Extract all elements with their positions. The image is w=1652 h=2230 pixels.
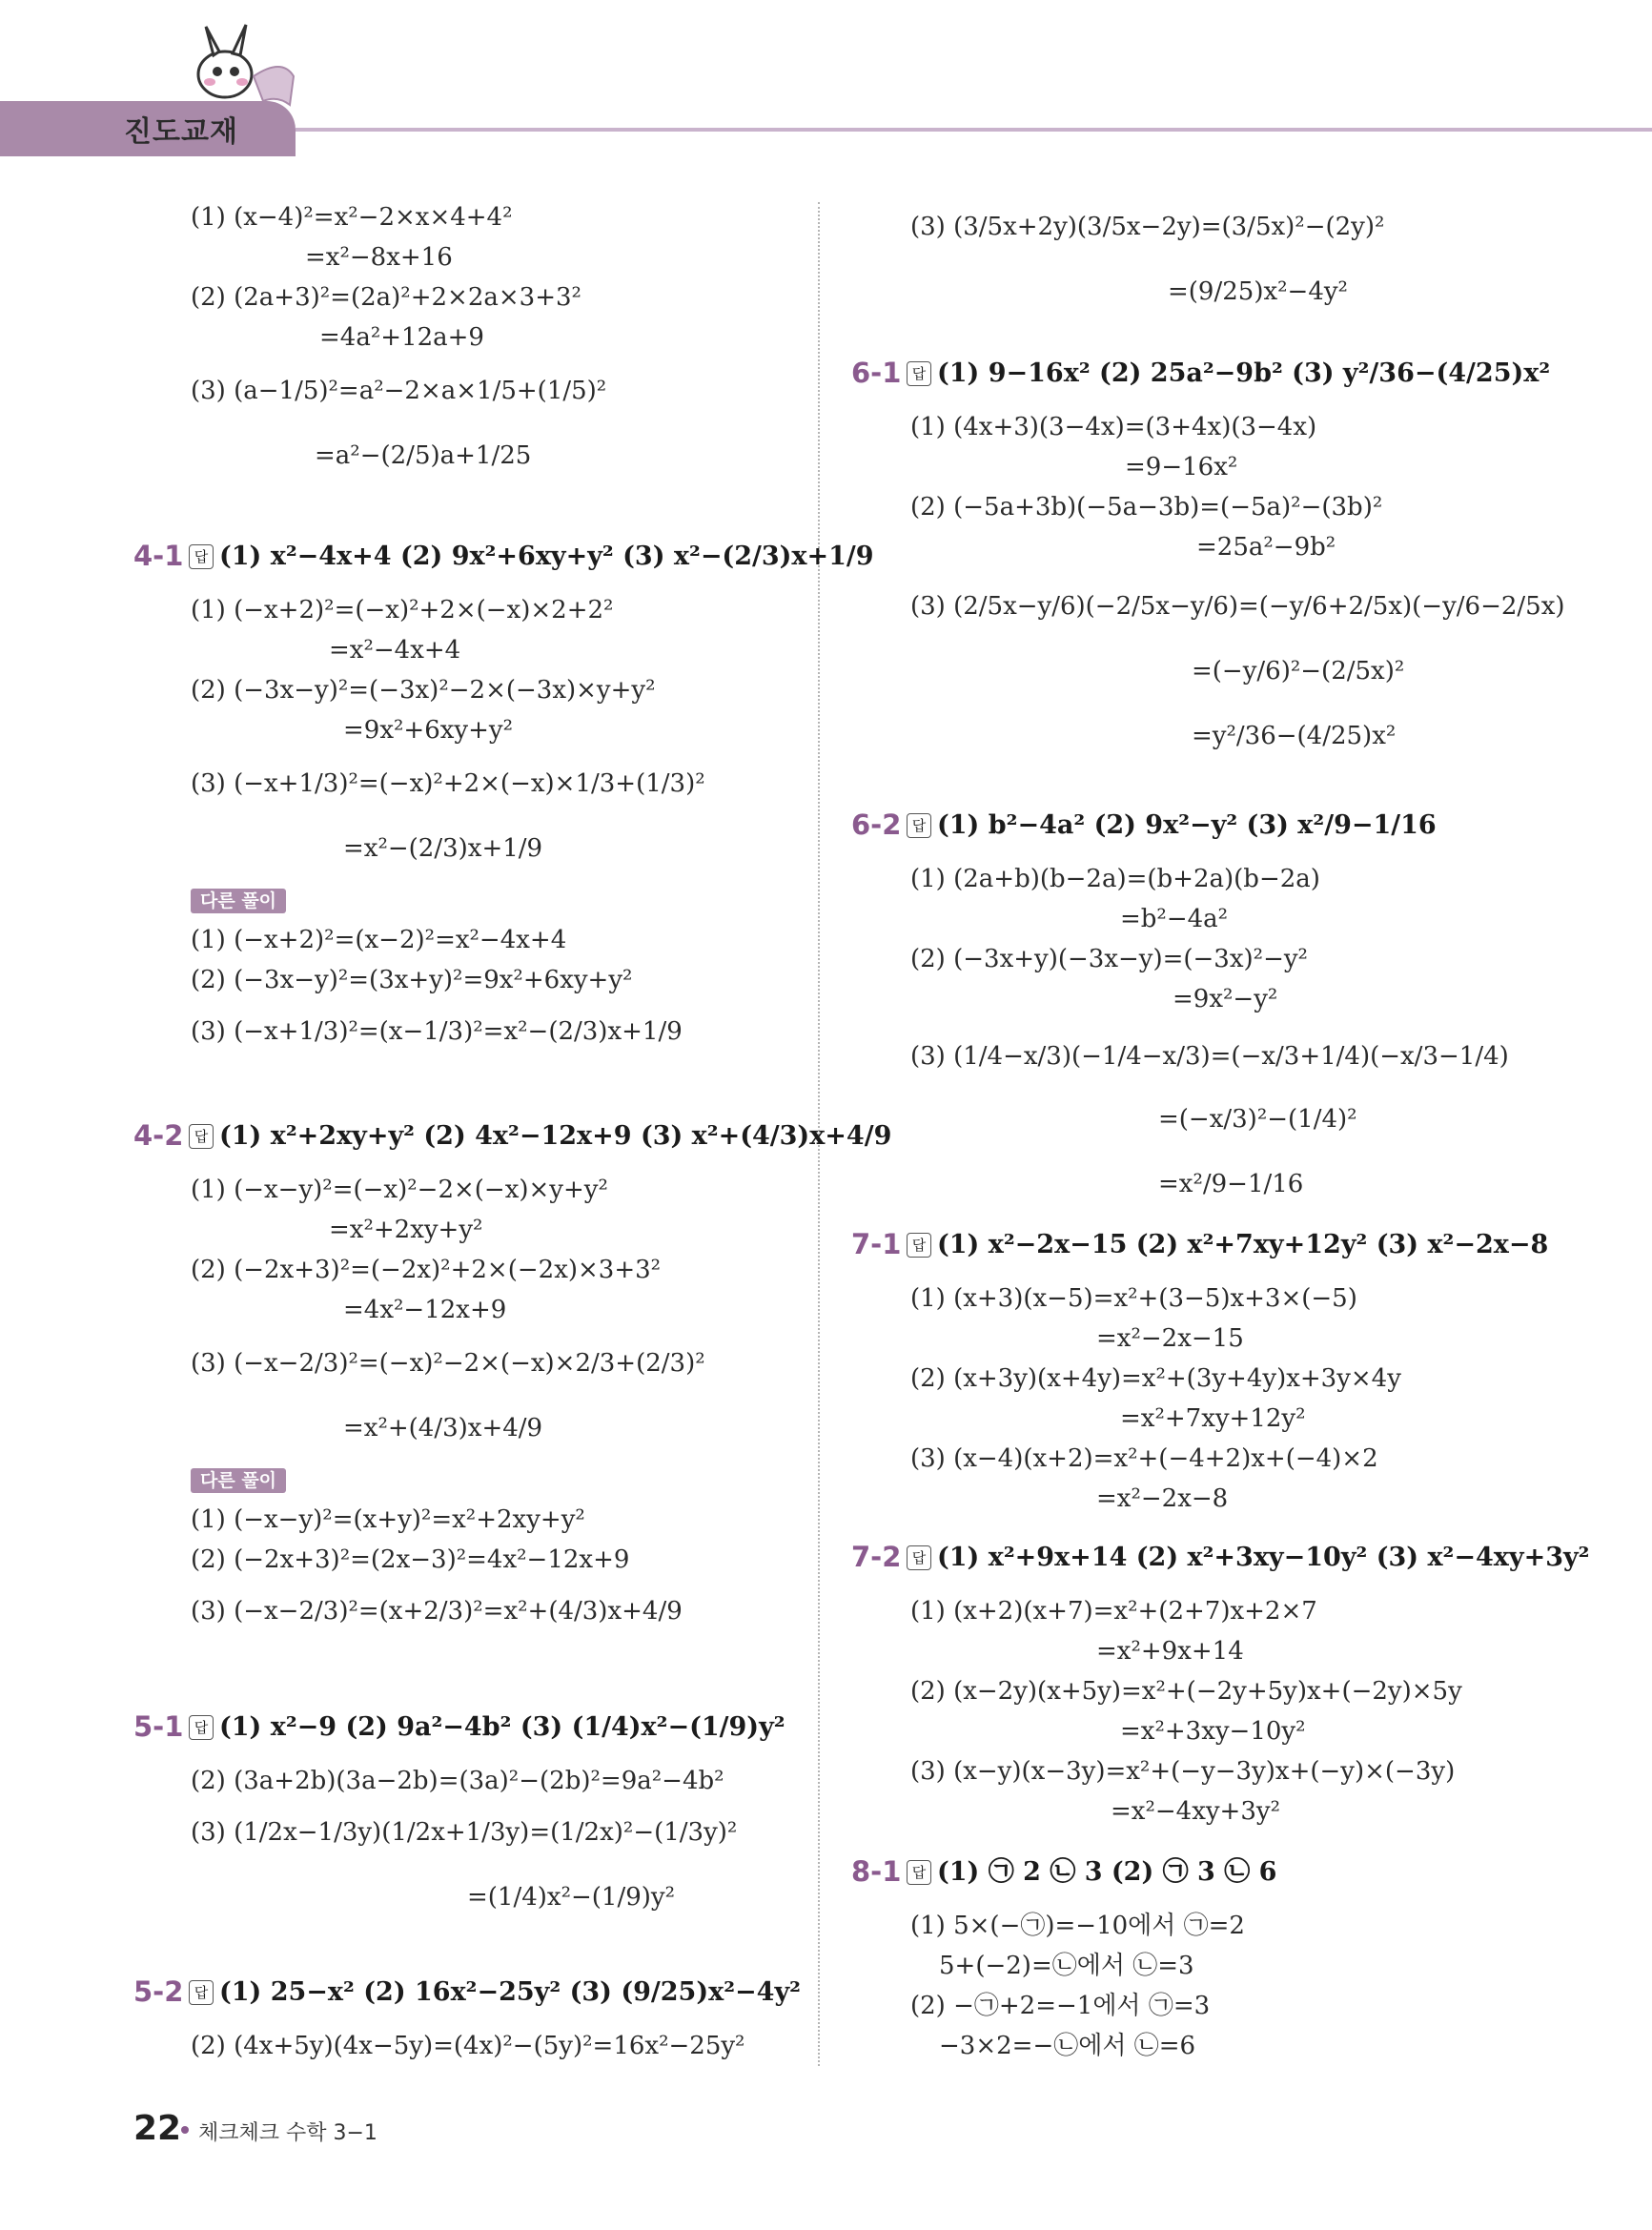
answer-line xyxy=(907,810,1437,841)
solution-line: =(9/25)x²−4y² xyxy=(1168,277,1348,306)
solution-line: (3) (2/5x−y/6)(−2/5x−y/6)=(−y/6+2/5x)(−y/6−2/5x) xyxy=(910,592,1565,621)
answer-mark-icon: 답 xyxy=(189,1715,214,1740)
solution-line: =9x²+6xy+y² xyxy=(343,716,513,745)
answer-mark-icon: 답 xyxy=(907,361,931,386)
answer-line xyxy=(189,1712,785,1743)
problem-number: 6-2 xyxy=(851,808,902,841)
solution-line: (1) (−x−y)²=(−x)²−2×(−x)×y+y² xyxy=(191,1176,608,1204)
answer-line xyxy=(907,358,1550,389)
problem-number: 8-1 xyxy=(851,1855,902,1888)
solution-line: =25a²−9b² xyxy=(1196,533,1336,562)
solution-line: (2) (−3x−y)²=(−3x)²−2×(−3x)×y+y² xyxy=(191,676,656,705)
solution-line: =x²−4x+4 xyxy=(329,636,461,665)
problem-number: 7-2 xyxy=(851,1541,902,1573)
answer-text: (1) 9−16x² (2) 25a²−9b² (3) y²/36−(4/25)x² xyxy=(937,358,1551,388)
solution-line: (1) (−x+2)²=(−x)²+2×(−x)×2+2² xyxy=(191,596,614,624)
answer-line xyxy=(907,1230,1548,1260)
solution-line: (1) 5×(−㉠)=−10에서 ㉠=2 xyxy=(910,1912,1245,1940)
solution-line: (3) (−x+1/3)²=(x−1/3)²=x²−(2/3)x+1/9 xyxy=(191,1017,683,1046)
solution-line: (1) (x−4)²=x²−2×x×4+4² xyxy=(191,203,513,232)
answer-line xyxy=(189,1977,801,2008)
solution-line: (3) (−x−2/3)²=(x+2/3)²=x²+(4/3)x+4/9 xyxy=(191,1597,683,1626)
answer-line xyxy=(189,542,874,572)
solution-line: =9x²−y² xyxy=(1173,985,1278,1013)
answer-text: (1) x²+2xy+y² (2) 4x²−12x+9 (3) x²+(4/3)x+4/9 xyxy=(219,1121,892,1151)
solution-line: (3) (−x−2/3)²=(−x)²−2×(−x)×2/3+(2/3)² xyxy=(191,1349,705,1378)
answer-mark-icon: 답 xyxy=(189,1124,214,1149)
header-rule xyxy=(296,128,1652,132)
solution-line: =x²+3xy−10y² xyxy=(1120,1717,1306,1746)
answer-line xyxy=(907,1857,1276,1888)
answer-mark-icon: 답 xyxy=(189,1980,214,2005)
solution-line: =(−y/6)²−(2/5x)² xyxy=(1192,657,1405,685)
answer-mark-icon: 답 xyxy=(907,1545,931,1570)
solution-line: =x²+7xy+12y² xyxy=(1120,1404,1306,1433)
solution-line: (1) (4x+3)(3−4x)=(3+4x)(3−4x) xyxy=(910,413,1317,441)
solution-line: =4x²−12x+9 xyxy=(343,1296,507,1324)
answer-text: (1) x²−9 (2) 9a²−4b² (3) (1/4)x²−(1/9)y² xyxy=(219,1712,785,1742)
solution-line: =x²+(4/3)x+4/9 xyxy=(343,1414,543,1442)
footer-bullet-icon xyxy=(181,2126,189,2134)
solution-line: (1) (−x−y)²=(x+y)²=x²+2xy+y² xyxy=(191,1505,585,1534)
problem-number: 7-1 xyxy=(851,1228,902,1260)
solution-line: (3) (a−1/5)²=a²−2×a×1/5+(1/5)² xyxy=(191,377,607,405)
answer-mark-icon: 답 xyxy=(907,1860,931,1885)
solution-line: =x²−(2/3)x+1/9 xyxy=(343,834,543,863)
page-number: 22 xyxy=(133,2109,182,2148)
solution-line: (2) (3a+2b)(3a−2b)=(3a)²−(2b)²=9a²−4b² xyxy=(191,1767,724,1795)
problem-number: 5-1 xyxy=(133,1710,184,1743)
solution-line: (2) (−2x+3)²=(2x−3)²=4x²−12x+9 xyxy=(191,1545,630,1574)
solution-line: (2) (2a+3)²=(2a)²+2×2a×3+3² xyxy=(191,283,581,312)
solution-line: (2) (x−2y)(x+5y)=x²+(−2y+5y)x+(−2y)×5y xyxy=(910,1677,1462,1706)
solution-line: =x²−4xy+3y² xyxy=(1111,1797,1280,1826)
alt-solution-badge: 다른 풀이 xyxy=(191,889,286,913)
solution-line: (2) (−3x+y)(−3x−y)=(−3x)²−y² xyxy=(910,945,1308,973)
solution-line: =9−16x² xyxy=(1125,453,1238,481)
answer-text: (1) x²+9x+14 (2) x²+3xy−10y² (3) x²−4xy+3y² xyxy=(937,1543,1590,1572)
solution-line: (2) (4x+5y)(4x−5y)=(4x)²−(5y)²=16x²−25y² xyxy=(191,2032,745,2060)
answer-text: (1) x²−2x−15 (2) x²+7xy+12y² (3) x²−2x−8 xyxy=(937,1230,1549,1259)
solution-line: =x²−8x+16 xyxy=(305,243,453,272)
section-label: 진도교재 xyxy=(124,115,238,149)
solution-line: =y²/36−(4/25)x² xyxy=(1192,722,1397,750)
answer-mark-icon: 답 xyxy=(189,544,214,569)
solution-line: =b²−4a² xyxy=(1120,905,1229,933)
problem-number: 6-1 xyxy=(851,357,902,389)
solution-line: (1) (x+2)(x+7)=x²+(2+7)x+2×7 xyxy=(910,1597,1317,1626)
solution-line: =a²−(2/5)a+1/25 xyxy=(315,441,532,470)
answer-mark-icon: 답 xyxy=(907,813,931,838)
solution-line: =x²+9x+14 xyxy=(1096,1637,1244,1666)
alt-solution-badge: 다른 풀이 xyxy=(191,1468,286,1493)
answer-text: (1) ㉠ 2 ㉡ 3 (2) ㉠ 3 ㉡ 6 xyxy=(937,1857,1277,1887)
solution-line: (1) (x+3)(x−5)=x²+(3−5)x+3×(−5) xyxy=(910,1284,1357,1313)
solution-line: (2) (−5a+3b)(−5a−3b)=(−5a)²−(3b)² xyxy=(910,493,1383,522)
answer-text: (1) x²−4x+4 (2) 9x²+6xy+y² (3) x²−(2/3)x+1/9 xyxy=(219,542,874,571)
solution-line: −3×2=−㉡에서 ㉡=6 xyxy=(939,2032,1196,2060)
solution-line: =x²−2x−15 xyxy=(1096,1324,1244,1353)
solution-line: (1) (−x+2)²=(x−2)²=x²−4x+4 xyxy=(191,926,567,954)
solution-line: (3) (x−y)(x−3y)=x²+(−y−3y)x+(−y)×(−3y) xyxy=(910,1757,1456,1786)
solution-line: =(1/4)x²−(1/9)y² xyxy=(467,1883,676,1912)
solution-line: (3) (−x+1/3)²=(−x)²+2×(−x)×1/3+(1/3)² xyxy=(191,769,705,798)
solution-line: (3) (x−4)(x+2)=x²+(−4+2)x+(−4)×2 xyxy=(910,1444,1378,1473)
problem-number: 4-2 xyxy=(133,1119,184,1152)
bunny-mascot-icon xyxy=(187,19,301,114)
solution-line: (2) (x+3y)(x+4y)=x²+(3y+4y)x+3y×4y xyxy=(910,1364,1401,1393)
solution-line: (2) (−3x−y)²=(3x+y)²=9x²+6xy+y² xyxy=(191,966,633,994)
solution-line: (1) (2a+b)(b−2a)=(b+2a)(b−2a) xyxy=(910,865,1320,893)
answer-text: (1) b²−4a² (2) 9x²−y² (3) x²/9−1/16 xyxy=(937,810,1437,840)
solution-line: =x²+2xy+y² xyxy=(329,1216,483,1244)
solution-line: (3) (1/4−x/3)(−1/4−x/3)=(−x/3+1/4)(−x/3−1/4) xyxy=(910,1042,1509,1071)
answer-line xyxy=(907,1543,1590,1573)
solution-line: (2) (−2x+3)²=(−2x)²+2×(−2x)×3+3² xyxy=(191,1256,662,1284)
solution-line: =4a²+12a+9 xyxy=(319,323,484,352)
solution-line: (3) (3/5x+2y)(3/5x−2y)=(3/5x)²−(2y)² xyxy=(910,213,1385,241)
book-title: 체크체크 수학 3−1 xyxy=(198,2121,377,2145)
answer-line xyxy=(189,1121,891,1152)
answer-mark-icon: 답 xyxy=(907,1233,931,1258)
problem-number: 5-2 xyxy=(133,1975,184,2008)
solution-line: 5+(−2)=㉡에서 ㉡=3 xyxy=(939,1952,1194,1980)
solution-line: =x²/9−1/16 xyxy=(1158,1170,1304,1198)
answer-text: (1) 25−x² (2) 16x²−25y² (3) (9/25)x²−4y² xyxy=(219,1977,801,2007)
solution-line: =(−x/3)²−(1/4)² xyxy=(1158,1105,1357,1134)
solution-line: =x²−2x−8 xyxy=(1096,1484,1229,1513)
problem-number: 4-1 xyxy=(133,540,184,572)
solution-line: (3) (1/2x−1/3y)(1/2x+1/3y)=(1/2x)²−(1/3y)² xyxy=(191,1818,738,1847)
solution-line: (2) −㉠+2=−1에서 ㉠=3 xyxy=(910,1992,1211,2020)
